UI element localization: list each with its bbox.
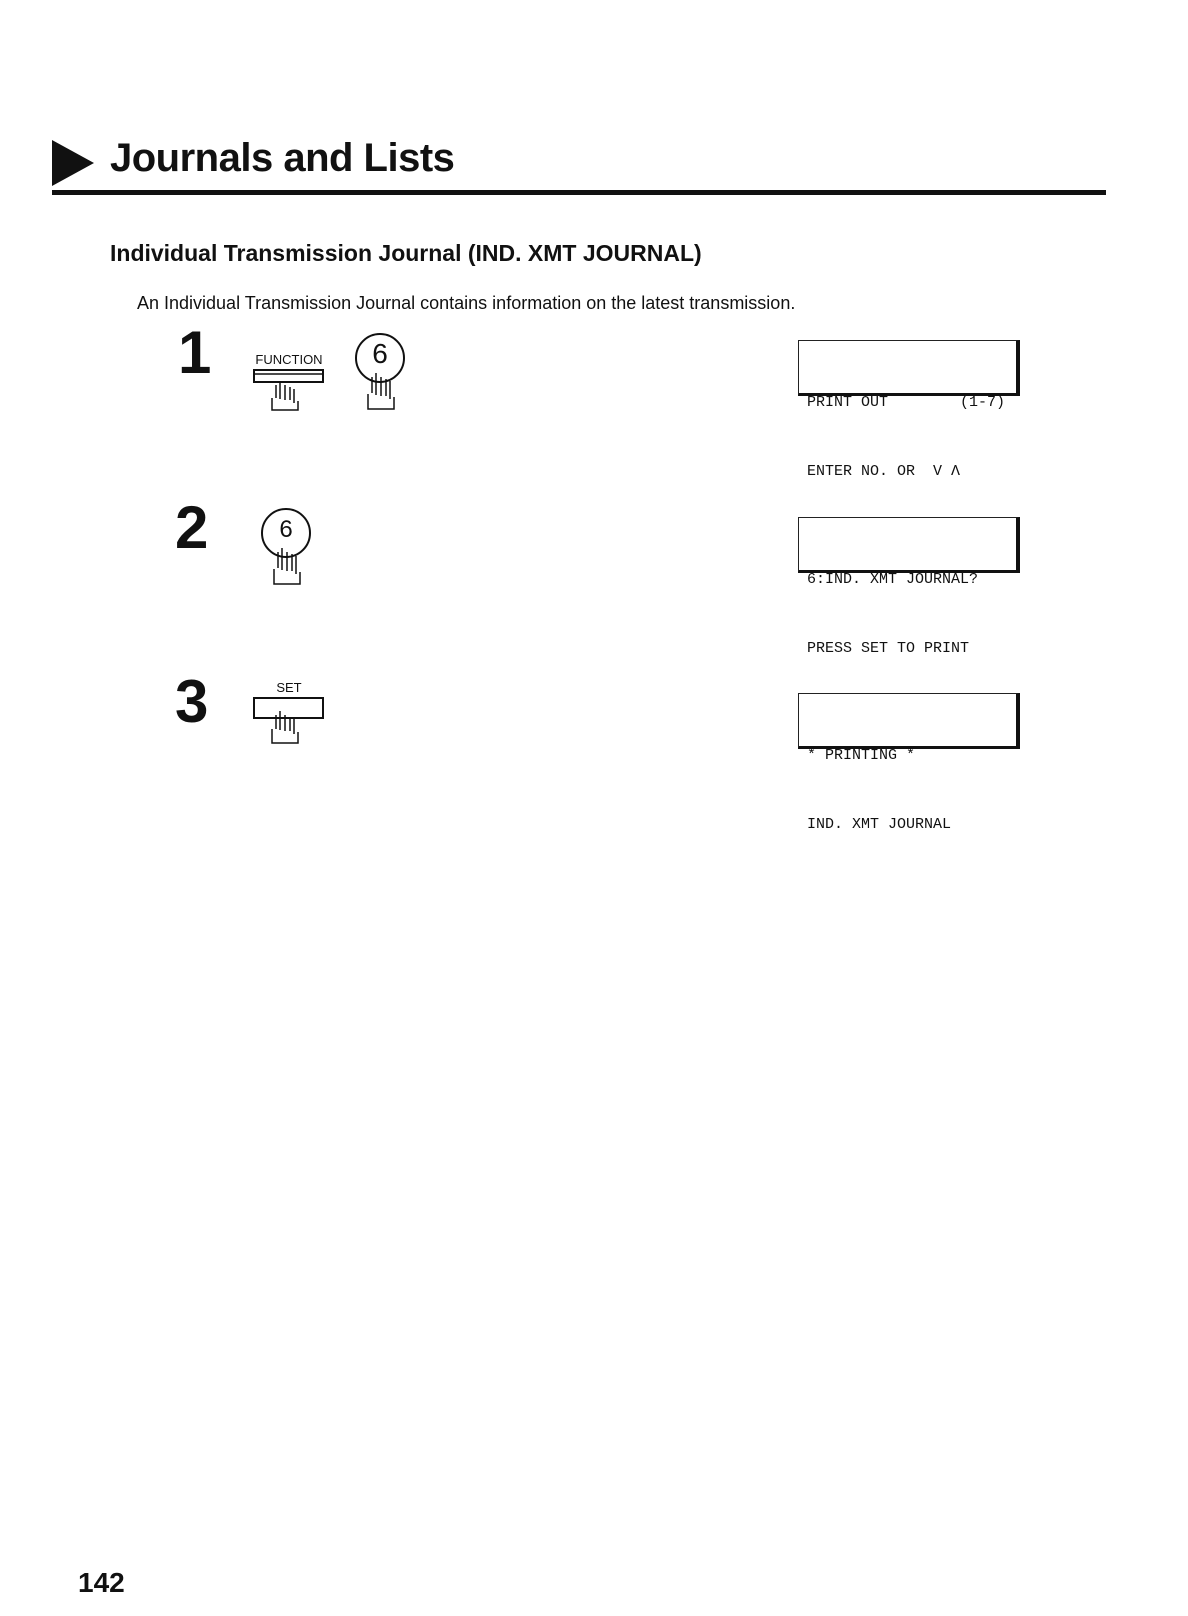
section-title: Individual Transmission Journal (IND. XMT JOURNAL) <box>110 240 702 266</box>
function-key-label: FUNCTION <box>255 352 323 367</box>
finger-press-icon <box>272 381 298 410</box>
lcd-line-2: ENTER NO. OR V Λ <box>807 463 961 480</box>
intro-paragraph: An Individual Transmission Journal contains information on the latest transmission. <box>137 293 796 313</box>
digit-6-key-label: 6 <box>372 338 388 369</box>
set-key[interactable] <box>252 697 328 751</box>
lcd-line-2: IND. XMT JOURNAL <box>807 816 952 833</box>
chapter-title: Journals and Lists <box>110 136 455 180</box>
lcd-display <box>798 517 1020 657</box>
step-number: 3 <box>175 668 209 735</box>
triangle-arrow-icon <box>52 140 94 186</box>
function-key[interactable] <box>252 369 328 419</box>
digit-6-key-label: 6 <box>279 516 293 543</box>
lcd-line-2: PRESS SET TO PRINT <box>807 640 970 657</box>
lcd-display <box>798 693 1020 833</box>
lcd-line-1: PRINT OUT (1-7) <box>807 394 1006 411</box>
lcd-line-1: 6:IND. XMT JOURNAL? <box>807 571 979 588</box>
chapter-divider <box>52 190 1106 195</box>
lcd-display <box>798 340 1020 480</box>
step-number: 2 <box>175 494 209 561</box>
set-key-label: SET <box>276 680 302 695</box>
lcd-line-1: * PRINTING * <box>807 747 916 764</box>
step-number: 1 <box>178 319 212 386</box>
page-number: 142 <box>78 1567 125 1598</box>
